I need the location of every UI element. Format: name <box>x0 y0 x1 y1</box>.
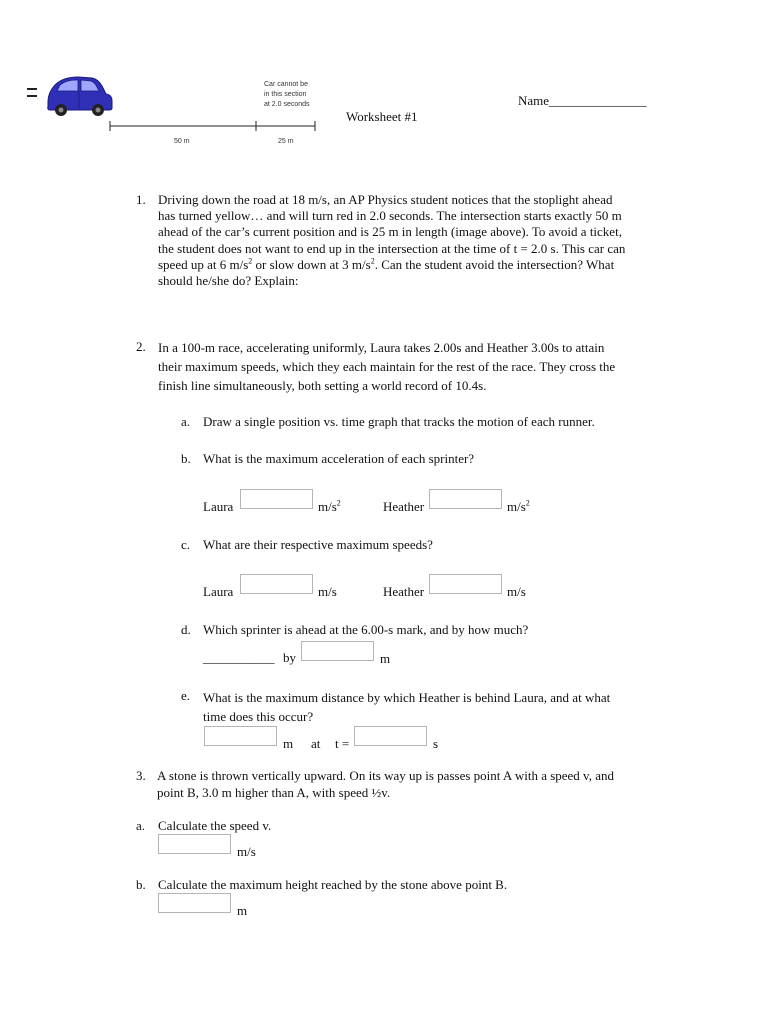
q2-line: In a 100-m race, accelerating uniformly, Laura takes 2.00s and Heather 3.00s to attain <box>158 340 605 355</box>
superscript: 2 <box>525 498 530 508</box>
superscript: 2 <box>336 498 341 508</box>
motion-line-1 <box>27 88 37 90</box>
q3-line: A stone is thrown vertically upward. On its way up is passes point A with a speed v, and <box>157 768 614 783</box>
q1-line: the student does not want to end up in the intersection at the time of t = 2.0 s. This car can <box>158 240 626 256</box>
unit-acceleration <box>507 499 530 516</box>
car-note-line: at 2.0 seconds <box>264 101 310 108</box>
superscript: 2 <box>248 256 253 266</box>
unit-speed: m/s <box>237 844 256 859</box>
unit-text: m/s <box>507 499 526 514</box>
q2e-label: e. <box>181 688 191 703</box>
q2e-t-label: t = <box>335 736 350 751</box>
car-note <box>264 80 310 110</box>
q1-line: should he/she do? Explain: <box>158 273 299 289</box>
superscript: 2 <box>370 256 375 266</box>
q2d-by: by <box>283 650 296 665</box>
q2d-blank[interactable]: ___________ <box>203 650 275 665</box>
q2e-line: time does this occur? <box>203 709 314 724</box>
laura-speed-input[interactable] <box>240 574 313 594</box>
q1-line <box>158 257 625 273</box>
q1-number: 1. <box>136 192 146 207</box>
max-height-input[interactable] <box>158 893 231 913</box>
name-label: Name <box>518 93 550 108</box>
q2b-text: What is the maximum acceleration of each sprinter? <box>203 451 475 466</box>
car-icon <box>48 77 112 116</box>
unit-m: m <box>283 736 294 751</box>
unit-speed: m/s <box>507 584 526 599</box>
q1-line: has turned yellow… and will turn red in 2.0 seconds. The intersection starts exactly 50 m <box>158 208 622 224</box>
heather-acceleration-input[interactable] <box>429 489 502 509</box>
heather-label: Heather <box>383 499 425 514</box>
name-blank: _______________ <box>549 93 647 108</box>
q1-text-part: speed up at 6 m/s <box>158 256 249 272</box>
q2e-line: What is the maximum distance by which Heather is behind Laura, and at what <box>203 690 611 705</box>
q1-text-part: or slow down at 3 m/s <box>252 256 371 272</box>
heather-label: Heather <box>383 584 425 599</box>
max-gap-input[interactable] <box>204 726 277 746</box>
unit-m: m <box>380 651 391 666</box>
q1-text-part: . Can the student avoid the intersection? What <box>374 256 615 272</box>
q3-number: 3. <box>136 768 146 783</box>
q3-line: point B, 3.0 m higher than A, with speed ½v. <box>157 784 391 800</box>
unit-m: m <box>237 903 248 918</box>
q2a-label: a. <box>181 414 191 429</box>
car-note-line: Car cannot be <box>264 81 308 88</box>
lead-distance-input[interactable] <box>301 641 374 661</box>
q2d-text: Which sprinter is ahead at the 6.00-s mark, and by how much? <box>203 622 529 637</box>
q3b-label: b. <box>136 877 146 892</box>
speed-v-input[interactable] <box>158 834 231 854</box>
unit-text: m/s <box>318 499 337 514</box>
time-input[interactable] <box>354 726 427 746</box>
heather-speed-input[interactable] <box>429 574 502 594</box>
distance-label-25: 25 m <box>278 138 294 145</box>
q3a-text: Calculate the speed v. <box>158 818 272 833</box>
q2-line: their maximum speeds, which they each maintain for the rest of the race. They cross the <box>158 358 616 374</box>
unit-s: s <box>433 736 439 751</box>
distance-label-50: 50 m <box>174 138 190 145</box>
car-note-line: in this section <box>264 91 307 98</box>
q1-line: Driving down the road at 18 m/s, an AP Physics student notices that the stoplight ahead <box>158 192 613 207</box>
name-field <box>518 93 647 110</box>
q2-number: 2. <box>136 339 146 354</box>
q2e-at: at <box>311 736 321 751</box>
q2e-text <box>203 688 610 726</box>
q2-text <box>158 339 615 395</box>
worksheet-title: Worksheet #1 <box>346 109 418 124</box>
q2d-label: d. <box>181 622 191 637</box>
q3-text <box>157 768 614 801</box>
laura-acceleration-input[interactable] <box>240 489 313 509</box>
q1-text <box>158 192 625 289</box>
q2c-text: What are their respective maximum speeds? <box>203 537 433 552</box>
q1-line: ahead of the car’s current position and is 25 m in length (image above). To avoid a ticket, <box>158 224 622 240</box>
q2a-text: Draw a single position vs. time graph that tracks the motion of each runner. <box>203 414 595 429</box>
q3b-text: Calculate the maximum height reached by the stone above point B. <box>158 877 508 892</box>
motion-line-2 <box>27 95 37 97</box>
laura-label: Laura <box>203 584 234 599</box>
q2b-label: b. <box>181 451 191 466</box>
unit-acceleration <box>318 499 341 516</box>
q2c-label: c. <box>181 537 191 552</box>
laura-label: Laura <box>203 499 234 514</box>
unit-speed: m/s <box>318 584 337 599</box>
q2-line: finish line simultaneously, both setting a world record of 10.4s. <box>158 377 487 393</box>
q3a-label: a. <box>136 818 146 833</box>
